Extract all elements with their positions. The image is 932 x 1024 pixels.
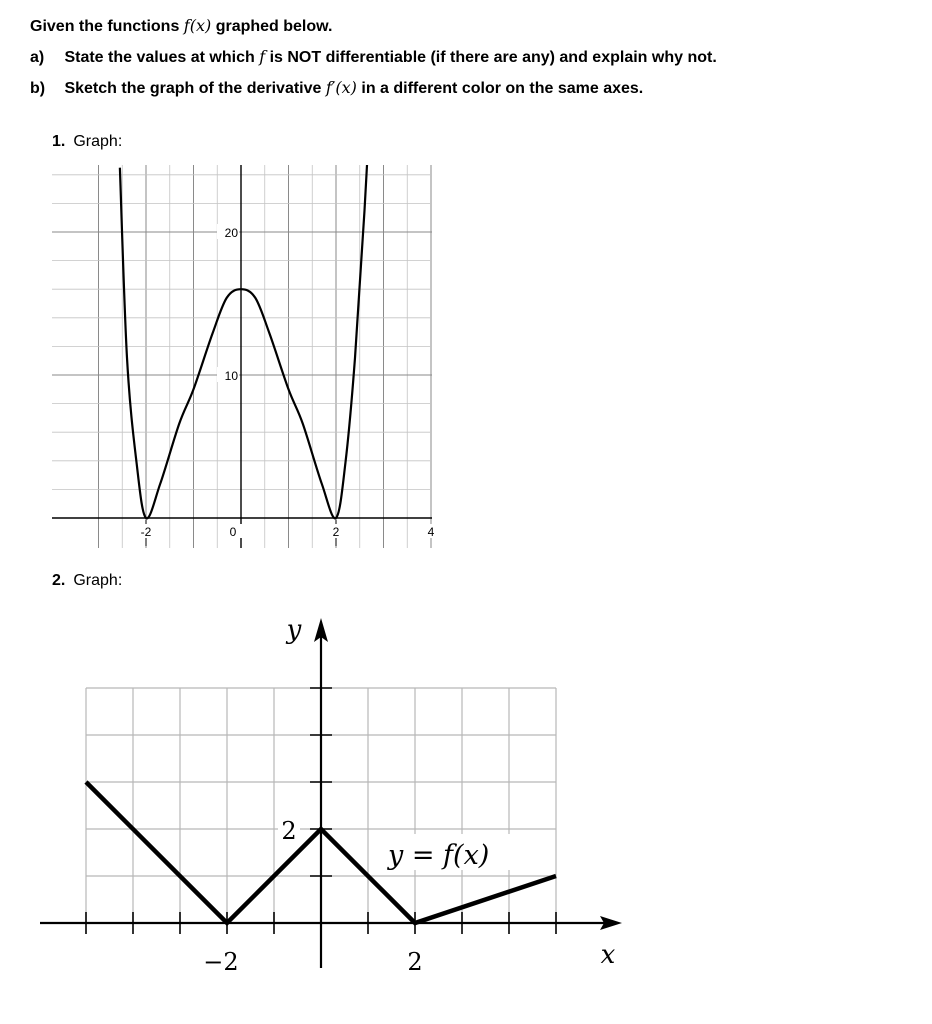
- intro-text: Given the functions: [30, 18, 180, 35]
- part-a-text: State the values at which: [64, 49, 255, 66]
- x-axis-label: x: [600, 940, 616, 970]
- function-notation: f(x): [183, 16, 212, 35]
- intro-text-end: graphed below.: [215, 18, 333, 35]
- x-tick-label: 2: [407, 948, 423, 976]
- part-b-function: f′(x): [325, 78, 357, 97]
- graph-1-label: Graph:: [73, 133, 123, 150]
- graph-2-number: 2.: [52, 572, 66, 589]
- part-a-function: f: [259, 47, 266, 66]
- x-tick-label: −2: [203, 948, 239, 976]
- part-b-text: Sketch the graph of the derivative: [64, 80, 322, 97]
- y-tick-label: 10: [224, 369, 238, 383]
- x-tick-label: 0: [229, 525, 237, 539]
- part-a-label: a): [30, 49, 45, 66]
- curve-label: y = f(x): [388, 840, 490, 871]
- part-a-text-end: is NOT differentiable (if there are any) and explain why not.: [269, 49, 717, 66]
- graph-1-number: 1.: [52, 133, 66, 150]
- part-b-text-end: in a different color on the same axes.: [361, 80, 644, 97]
- x-tick-label: 2: [332, 525, 340, 539]
- x-tick-label: 4: [427, 525, 435, 539]
- y-tick-label: 20: [224, 226, 238, 240]
- x-tick-label: -2: [140, 525, 152, 539]
- graph-2-label: Graph:: [73, 572, 123, 589]
- y-tick-label: 2: [281, 817, 297, 845]
- part-b-label: b): [30, 80, 46, 97]
- y-axis-label: y: [286, 615, 302, 645]
